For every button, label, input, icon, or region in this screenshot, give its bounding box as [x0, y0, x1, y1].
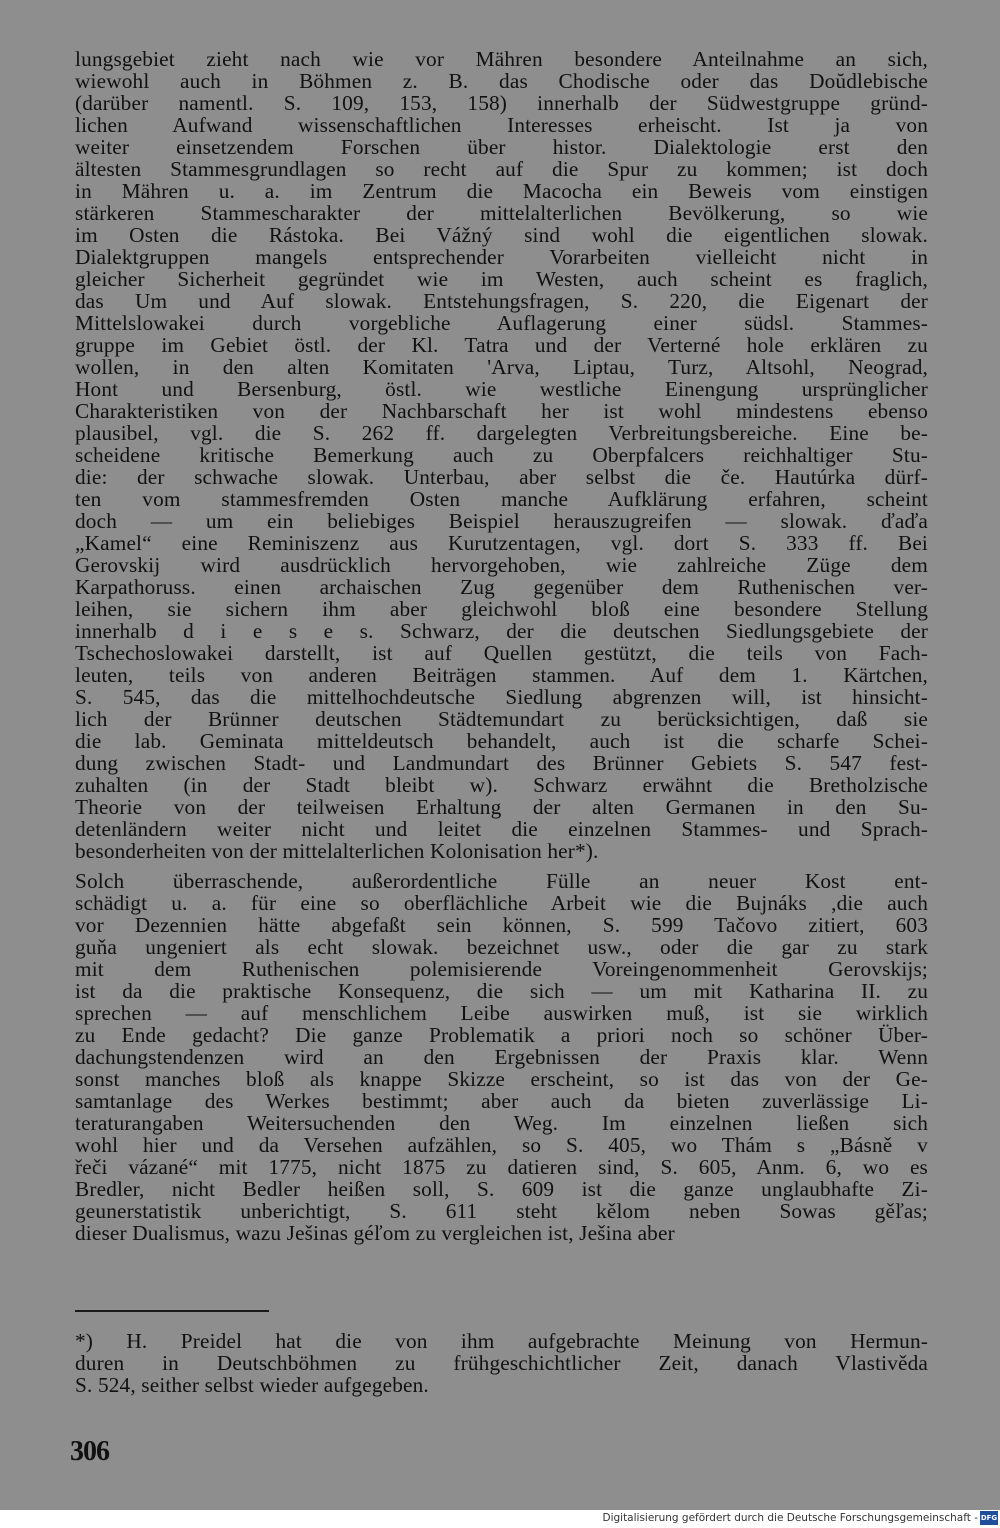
text-line: Dialektgruppen mangels entsprechender Vorarbeiten vielleicht nicht in: [75, 245, 928, 269]
text-line: Solch überraschende, außerordentliche Fülle an neuer Kost ent-: [75, 869, 928, 893]
text-line: dung zwischen Stadt- und Landmundart des Brünner Gebiets S. 547 fest-: [75, 751, 928, 775]
text-line: sonst manches bloß als knappe Skizze erscheint, so ist das von der Ge-: [75, 1067, 928, 1091]
text-line: samtanlage des Werkes bestimmt; aber auch da bieten zuverlässige Li-: [75, 1089, 928, 1113]
digitization-credit: Digitalisierung gefördert durch die Deutsche Forschungsgemeinschaft -: [602, 1512, 978, 1524]
text-line: gleicher Sicherheit gegründet wie im Westen, auch scheint es fraglich,: [75, 267, 928, 291]
text-line: Theorie von der teilweisen Erhaltung der alten Germanen in den Su-: [75, 795, 928, 819]
text-line: wollen, in den alten Komitaten 'Arva, Liptau, Turz, Altsohl, Neograd,: [75, 355, 928, 379]
text-line: wohl hier und da Versehen aufzählen, so S. 405, wo Thám s „Básně v: [75, 1133, 928, 1157]
text-line: (darüber namentl. S. 109, 153, 158) innerhalb der Südwestgruppe gründ-: [75, 91, 928, 115]
text-line: lichen Aufwand wissenschaftlichen Interesses erheischt. Ist ja von: [75, 113, 928, 137]
text-line: geunerstatistik unberichtigt, S. 611 steht kělom neben Sowas gěľas;: [75, 1199, 928, 1223]
text-line: zu Ende gedacht? Die ganze Problematik a priori noch so schöner Über-: [75, 1023, 928, 1047]
text-line: lich der Brünner deutschen Städtemundart zu berücksichtigen, daß sie: [75, 707, 928, 731]
text-line: guňa ungeniert als echt slowak. bezeichnet usw., oder die gar zu stark: [75, 935, 928, 959]
text-line: Tschechoslowakei darstellt, ist auf Quellen gestützt, die teils von Fach-: [75, 641, 928, 665]
text-line: mit dem Ruthenischen polemisierende Voreingenommenheit Gerovskijs;: [75, 957, 928, 981]
text-line: scheidene kritische Bemerkung auch zu Oberpfalcers reichhaltiger Stu-: [75, 443, 928, 467]
text-line: plausibel, vgl. die S. 262 ff. dargelegten Verbreitungsbereiche. Eine be-: [75, 421, 928, 445]
text-line: ist da die praktische Konsequenz, die sich — um mit Katharina II. zu: [75, 979, 928, 1003]
text-line: wiewohl auch in Böhmen z. B. das Chodische oder das Doŭdlebische: [75, 69, 928, 93]
text-line: leihen, sie sichern ihm aber gleichwohl bloß eine besondere Stellung: [75, 597, 928, 621]
text-line: Karpathoruss. einen archaischen Zug gegenüber dem Ruthenischen ver-: [75, 575, 928, 599]
text-line: Hont und Bersenburg, östl. wie westliche Einengung ursprünglicher: [75, 377, 928, 401]
text-line: gruppe im Gebiet östl. der Kl. Tatra und der Verterné hole erklären zu: [75, 333, 928, 357]
text-line: schädigt u. a. für eine so oberflächliche Arbeit wie die Bujnáks ,die auch: [75, 891, 928, 915]
text-line: leuten, teils von anderen Beiträgen stammen. Auf dem 1. Kärtchen,: [75, 663, 928, 687]
text-line: das Um und Auf slowak. Entstehungsfragen, S. 220, die Eigenart der: [75, 289, 928, 313]
page-number: 306: [70, 1436, 109, 1467]
footnote-line: duren in Deutschböhmen zu frühgeschichtlicher Zeit, danach Vlastivěda: [75, 1351, 928, 1375]
footnote-line: S. 524, seither selbst wieder aufgegeben.: [75, 1373, 429, 1397]
text-line: řeči vázané“ mit 1775, nicht 1875 zu datieren sind, S. 605, Anm. 6, wo es: [75, 1155, 928, 1179]
dfg-logo: DFG: [980, 1511, 998, 1525]
text-line: Bredler, nicht Bedler heißen soll, S. 609 ist die ganze unglaubhafte Zi-: [75, 1177, 928, 1201]
text-line: dieser Dualismus, wazu Ješinas géľom zu vergleichen ist, Ješina aber: [75, 1221, 675, 1245]
text-line: lungsgebiet zieht nach wie vor Mähren besondere Anteilnahme an sich,: [75, 47, 928, 71]
text-line: ten vom stammesfremden Osten manche Aufklärung erfahren, scheint: [75, 487, 928, 511]
body-text: [75, 48, 928, 1244]
text-line: Mittelslowakei durch vorgebliche Auflagerung einer südsl. Stammes-: [75, 311, 928, 335]
text-line: doch — um ein beliebiges Beispiel herauszugreifen — slowak. ďaďa: [75, 509, 928, 533]
text-line: S. 545, das die mittelhochdeutsche Siedlung abgrenzen will, ist hinsicht-: [75, 685, 928, 709]
text-line: sprechen — auf menschlichem Leibe auswirken muß, ist sie wirklich: [75, 1001, 928, 1025]
footnote: [75, 1330, 928, 1396]
text-line: detenländern weiter nicht und leitet die einzelnen Stammes- und Sprach-: [75, 817, 928, 841]
text-line: dachungstendenzen wird an den Ergebnissen der Praxis klar. Wenn: [75, 1045, 928, 1069]
text-line: innerhalb d i e s e s. Schwarz, der die deutschen Siedlungsgebiete der: [75, 619, 928, 643]
text-line: teraturangaben Weitersuchenden den Weg. Im einzelnen ließen sich: [75, 1111, 928, 1135]
text-line: vor Dezennien hätte abgefaßt sein können, S. 599 Tačovo zitiert, 603: [75, 913, 928, 937]
text-line: besonderheiten von der mittelalterlichen Kolonisation her*).: [75, 839, 599, 863]
text-line: Charakteristiken von der Nachbarschaft her ist wohl mindestens ebenso: [75, 399, 928, 423]
text-line: zuhalten (in der Stadt bleibt w). Schwarz erwähnt die Bretholzische: [75, 773, 928, 797]
text-line: weiter einsetzendem Forschen über histor. Dialektologie erst den: [75, 135, 928, 159]
footnote-line: *) H. Preidel hat die von ihm aufgebrachte Meinung von Hermun-: [75, 1329, 928, 1353]
footnote-rule: [75, 1310, 269, 1312]
text-line: die: der schwache slowak. Unterbau, aber selbst die če. Hautúrka dürf-: [75, 465, 928, 489]
text-line: stärkeren Stammescharakter der mittelalterlichen Bevölkerung, so wie: [75, 201, 928, 225]
text-line: im Osten die Rástoka. Bei Vážný sind wohl die eigentlichen slowak.: [75, 223, 928, 247]
text-line: in Mähren u. a. im Zentrum die Macocha ein Beweis vom einstigen: [75, 179, 928, 203]
text-line: Gerovskij wird ausdrücklich hervorgehoben, wie zahlreiche Züge dem: [75, 553, 928, 577]
text-line: „Kamel“ eine Reminiszenz aus Kurutzentagen, vgl. dort S. 333 ff. Bei: [75, 531, 928, 555]
text-line: die lab. Geminata mitteldeutsch behandelt, auch ist die scharfe Schei-: [75, 729, 928, 753]
text-line: ältesten Stammesgrundlagen so recht auf die Spur zu kommen; ist doch: [75, 157, 928, 181]
